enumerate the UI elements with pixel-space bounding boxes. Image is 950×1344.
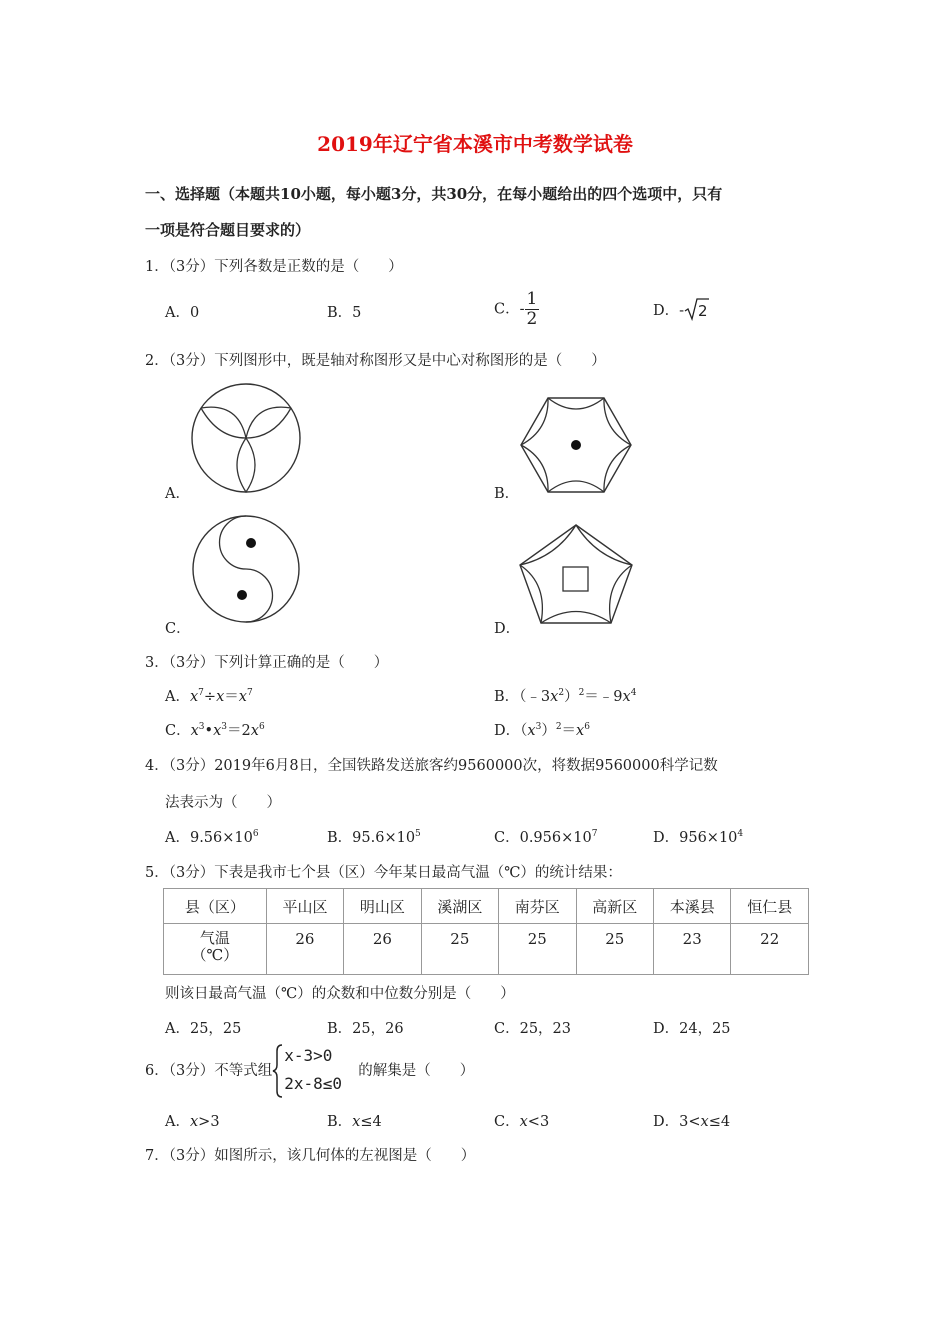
- sqrt-symbol: [684, 297, 710, 325]
- table-header-row: [164, 889, 809, 924]
- inequality-system: [272, 1043, 358, 1099]
- q4-option-c: [494, 826, 597, 847]
- q1-option-d-prefix: D．-: [653, 303, 685, 319]
- table-header-cell: 明山区: [344, 889, 421, 924]
- q1-option-c: [494, 290, 539, 329]
- q6-option-b-var: x: [352, 1114, 361, 1130]
- q2-option-d-label: D．: [494, 621, 521, 637]
- q6-stem-suffix: 的解集是（ ）: [358, 1063, 475, 1079]
- q6-option-d: [653, 1110, 730, 1131]
- q6-option-b-label: B．: [327, 1114, 353, 1130]
- question-1-stem: 1．（3分）下列各数是正数的是（ ）: [145, 259, 403, 275]
- q4-option-d: [653, 826, 743, 847]
- question-2-stem: 2．（3分）下列图形中，既是轴对称图形又是中心对称图形的是（ ）: [145, 353, 606, 369]
- q6-option-d-var: x: [700, 1114, 709, 1130]
- q2-option-c-label: C．: [165, 621, 191, 637]
- row-label-line2: （℃）: [191, 946, 239, 964]
- question-5-stem: 5．（3分）下表是我市七个县（区）今年某日最高气温（℃）的统计结果：: [145, 865, 622, 881]
- q1-option-c-prefix: C．-: [494, 301, 525, 318]
- question-4-stem-line2: 法表示为（ ）: [165, 795, 281, 811]
- q6-option-c: [494, 1110, 549, 1131]
- table-header-cell: 南芬区: [499, 889, 576, 924]
- q3-option-d-label: D．: [494, 723, 521, 739]
- fraction-numerator: 1: [526, 289, 538, 309]
- fraction-denominator: 2: [526, 309, 538, 329]
- table-row-label: [164, 924, 267, 975]
- figure-a-three-arcs: [188, 380, 304, 496]
- inequality-1: x-3>0: [284, 1046, 333, 1065]
- table-cell: 25: [576, 924, 653, 975]
- table-cell: 25: [499, 924, 576, 975]
- q1-option-b: B．5: [327, 305, 362, 321]
- q4-option-d-text: D．956×10: [653, 830, 738, 846]
- q3-option-c: C．$x^3•x^3=2x^6$: [165, 722, 265, 739]
- sqrt-radicand: 2: [698, 302, 708, 320]
- q3-option-a-label: A．: [165, 689, 190, 705]
- question-4-stem-line1: 4．（3分）2019年6月8日，全国铁路发送旅客约9560000次，将数据9560000科学记数: [145, 758, 718, 774]
- q6-option-a-label: A．: [165, 1114, 190, 1130]
- q6-stem-prefix: 6．（3分）不等式组: [145, 1063, 273, 1079]
- q6-option-a-var: x: [189, 1114, 199, 1130]
- q4-option-a-exponent: 6: [252, 829, 259, 839]
- q5-option-c: C．25，23: [494, 1021, 571, 1037]
- table-header-cell: 本溪县: [653, 889, 730, 924]
- q6-option-c-rest: <3: [527, 1114, 550, 1130]
- table-header-cell: 恒仁县: [731, 889, 809, 924]
- q6-option-d-label: D．3<: [653, 1114, 701, 1130]
- table-header-cell: 溪湖区: [421, 889, 498, 924]
- section-heading-line1: 一、选择题（本题共10小题，每小题3分，共30分，在每小题给出的四个选项中，只有: [145, 185, 723, 203]
- table-row: [164, 924, 809, 975]
- q6-option-c-var: x: [519, 1114, 528, 1130]
- q4-option-a-text: A．9.56×10: [165, 830, 253, 846]
- table-cell: 23: [653, 924, 730, 975]
- section-heading-line2: 一项是符合题目要求的）: [145, 221, 311, 239]
- q4-option-d-exponent: 4: [737, 829, 744, 839]
- q4-option-b-text: B．95.6×10: [327, 830, 416, 846]
- inequality-2: 2x-8≤0: [284, 1074, 342, 1093]
- q6-option-c-label: C．: [494, 1114, 520, 1130]
- figure-b-hexagon: [518, 395, 634, 495]
- q4-option-b-exponent: 5: [415, 829, 421, 839]
- q2-option-a-label: A．: [165, 486, 190, 502]
- table-cell: 26: [266, 924, 343, 975]
- table-cell: 22: [731, 924, 809, 975]
- q6-option-d-rest: ≤4: [708, 1114, 731, 1130]
- q6-option-a: [165, 1110, 220, 1131]
- q1-option-d: [653, 297, 710, 325]
- question-5-followup: 则该日最高气温（℃）的众数和中位数分别是（ ）: [165, 986, 515, 1002]
- q4-option-c-exponent: 7: [591, 829, 598, 839]
- q1-option-a: A．0: [165, 305, 200, 321]
- temperature-table: [163, 888, 809, 975]
- q4-option-a: [165, 826, 259, 847]
- q6-option-b-rest: ≤4: [360, 1114, 382, 1130]
- page-title: 2019年辽宁省本溪市中考数学试卷: [317, 132, 633, 156]
- table-cell: 26: [344, 924, 421, 975]
- figure-c-yin-yang: [190, 513, 302, 625]
- table-header-cell: 平山区: [266, 889, 343, 924]
- question-7-stem: 7．（3分）如图所示，该几何体的左视图是（ ）: [145, 1148, 476, 1164]
- q3-option-a: A．$x^7\div x=x^7$: [165, 688, 253, 705]
- question-3-stem: 3．（3分）下列计算正确的是（ ）: [145, 655, 389, 671]
- q3-option-c-label: C．: [165, 723, 191, 739]
- q6-option-b: [327, 1110, 382, 1131]
- table-cell: 25: [421, 924, 498, 975]
- q3-option-b: B．$(﹣3x^2)^2=﹣9x^4$: [494, 688, 637, 705]
- table-header-cell: 县（区）: [164, 889, 267, 924]
- q5-option-a: A．25，25: [165, 1021, 242, 1037]
- q3-option-b-label: B．: [494, 689, 520, 705]
- q4-option-c-text: C．0.956×10: [494, 830, 592, 846]
- table-header-cell: 高新区: [576, 889, 653, 924]
- q2-option-b-label: B．: [494, 486, 520, 502]
- q6-option-a-rest: >3: [198, 1114, 220, 1130]
- q4-option-b: [327, 826, 421, 847]
- q3-option-d: D．$(x^3)^2=x^6$: [494, 722, 590, 739]
- figure-d-pentagon: [516, 522, 636, 626]
- row-label-line1: 气温: [199, 929, 230, 947]
- question-6-stem: [145, 1043, 474, 1099]
- q5-option-b: B．25，26: [327, 1021, 404, 1037]
- fraction: [525, 290, 540, 329]
- q5-option-d: D．24，25: [653, 1021, 731, 1037]
